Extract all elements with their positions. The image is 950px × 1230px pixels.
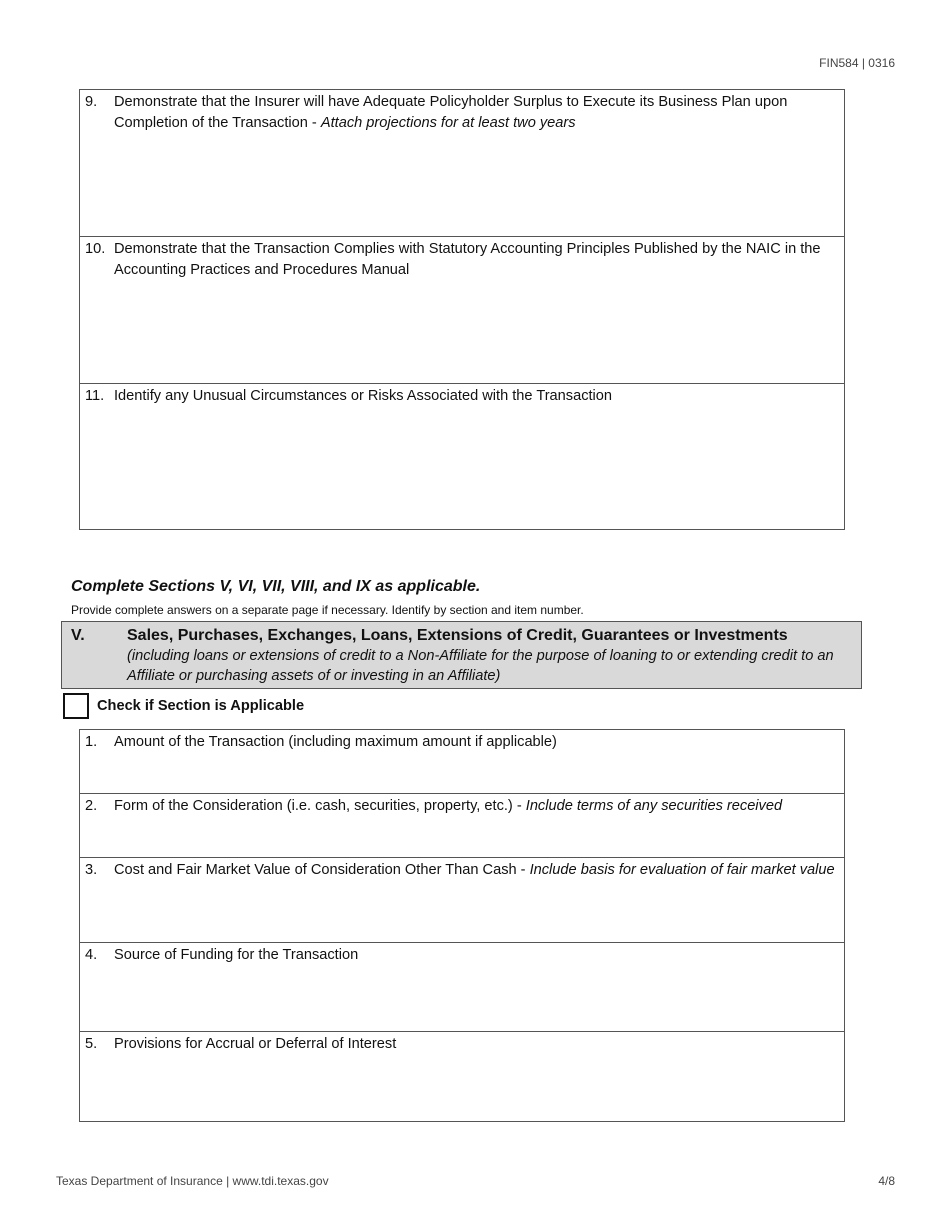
item-number: 4. bbox=[85, 947, 98, 963]
footer-agency: Texas Department of Insurance | www.tdi.texas.gov bbox=[56, 1174, 329, 1188]
item-text: Provisions for Accrual or Deferral of Interest bbox=[114, 1036, 397, 1052]
section-number: V. bbox=[71, 627, 85, 644]
section-v-item-2-row[interactable] bbox=[80, 794, 844, 858]
section-v-items-table bbox=[79, 729, 845, 1122]
item-number: 11. bbox=[85, 388, 105, 404]
form-code: FIN584 | 0316 bbox=[819, 56, 895, 70]
sections-heading: Complete Sections V, VI, VII, VIII, and IX as applicable. bbox=[71, 578, 481, 595]
item-text: Source of Funding for the Transaction bbox=[114, 947, 359, 963]
section-v-item-4-row[interactable] bbox=[80, 943, 844, 1032]
item-number: 2. bbox=[85, 798, 98, 814]
sections-note: Provide complete answers on a separate page if necessary. Identify by section and item number. bbox=[71, 603, 584, 617]
section-v-header bbox=[61, 621, 862, 689]
section-v-item-3-row[interactable] bbox=[80, 858, 844, 943]
section-subtitle: (including loans or extensions of credit to a Non-Affiliate for the purpose of loaning to or extending credit to an Affiliate or purchasing assets of or investing in an Affiliate) bbox=[127, 648, 834, 684]
item-number: 5. bbox=[85, 1036, 98, 1052]
item-note: Include terms of any securities received bbox=[525, 798, 783, 814]
item-11-row[interactable] bbox=[80, 384, 844, 529]
section-v-item-5-row[interactable] bbox=[80, 1032, 844, 1121]
item-number: 3. bbox=[85, 862, 98, 878]
item-text: Demonstrate that the Insurer will have Adequate Policyholder Surplus to Execute its Business Plan upon Completion of the Transaction - Attach projections for at least two years bbox=[114, 94, 788, 131]
item-text: Demonstrate that the Transaction Complies with Statutory Accounting Principles Published by the NAIC in the Accounting Practices and Procedures Manual bbox=[114, 241, 821, 278]
item-note: Attach projections for at least two years bbox=[320, 115, 576, 131]
upper-items-table bbox=[79, 89, 845, 530]
section-title: Sales, Purchases, Exchanges, Loans, Extensions of Credit, Guarantees or Investments bbox=[127, 627, 788, 644]
footer-page-number: 4/8 bbox=[878, 1174, 895, 1188]
item-9-row[interactable] bbox=[80, 90, 844, 237]
section-applicable-checkbox[interactable] bbox=[63, 693, 89, 719]
item-text: Form of the Consideration (i.e. cash, securities, property, etc.) - Include terms of any securities received bbox=[114, 798, 783, 814]
item-number: 1. bbox=[85, 734, 98, 750]
item-text: Amount of the Transaction (including maximum amount if applicable) bbox=[114, 734, 557, 750]
section-applicable-label: Check if Section is Applicable bbox=[97, 698, 305, 714]
item-number: 10. bbox=[85, 241, 106, 257]
section-applicable-row bbox=[63, 693, 304, 719]
item-number: 9. bbox=[85, 94, 98, 110]
item-text: Identify any Unusual Circumstances or Risks Associated with the Transaction bbox=[114, 388, 613, 404]
section-v-item-1-row[interactable] bbox=[80, 730, 844, 794]
item-10-row[interactable] bbox=[80, 237, 844, 384]
item-note: Include basis for evaluation of fair market value bbox=[529, 862, 835, 878]
item-text: Cost and Fair Market Value of Consideration Other Than Cash - Include basis for evaluation of fair market value bbox=[114, 862, 835, 878]
